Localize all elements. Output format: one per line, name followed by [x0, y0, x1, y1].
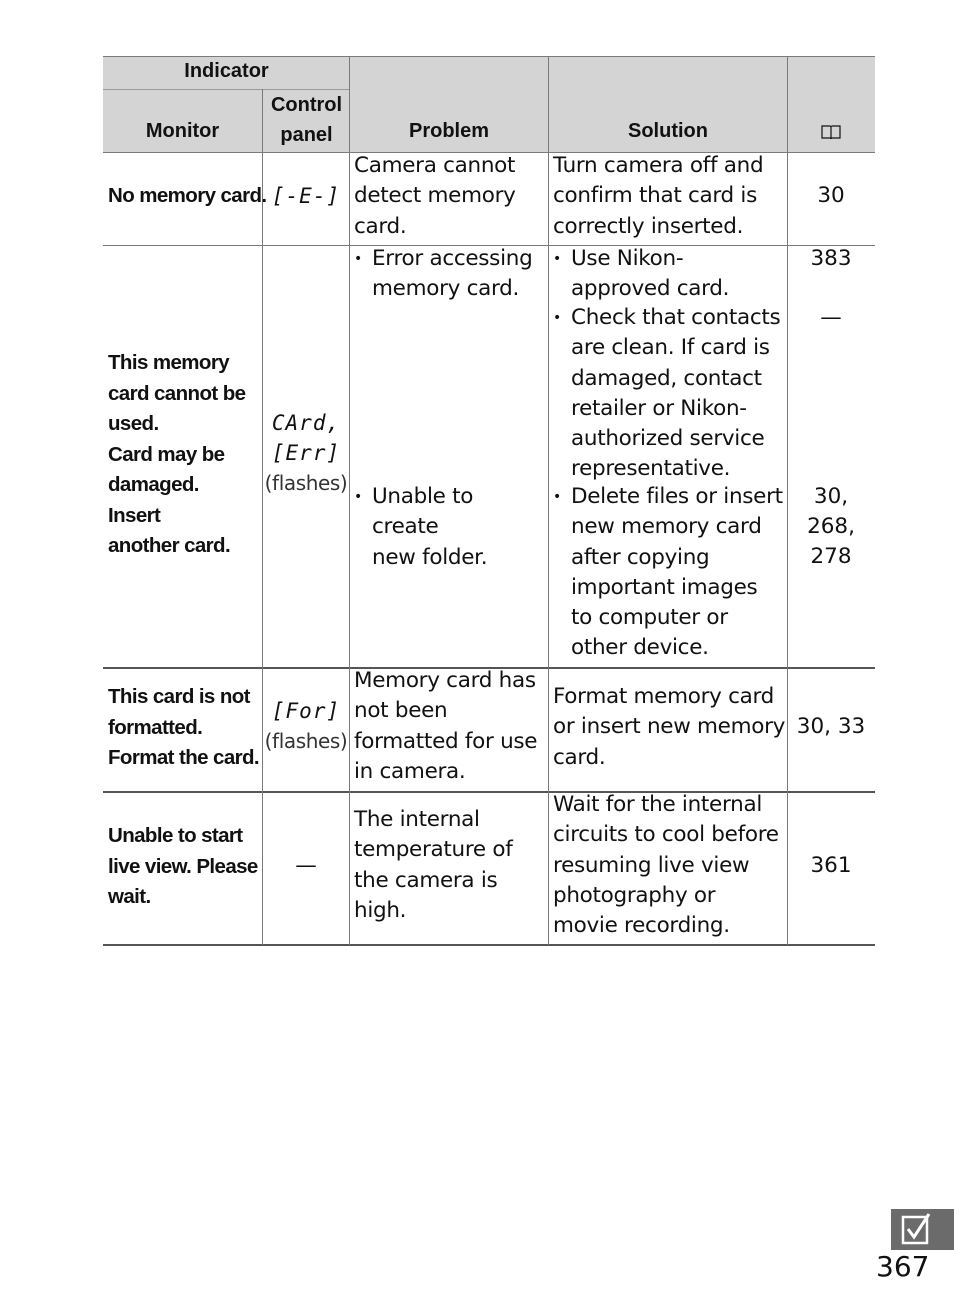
solution-line: Wait for the internal — [553, 792, 763, 817]
problem-bullet — [354, 482, 546, 573]
solution-line: Format memory card — [553, 684, 774, 709]
solution-bullet — [553, 303, 785, 485]
solution-line: Check that contacts — [571, 305, 781, 330]
problem-line: Camera cannot — [354, 153, 516, 178]
bullet-icon: • — [354, 489, 362, 505]
solution-line: other device. — [571, 635, 709, 661]
monitor-line: used. — [108, 412, 159, 435]
problem-line: high. — [354, 897, 407, 923]
monitor-message-unable-live-view — [108, 821, 258, 913]
problem-text — [354, 805, 513, 926]
problem-line: Memory card has — [354, 668, 536, 693]
bullet-icon: • — [553, 310, 561, 326]
monitor-line: No memory card. — [108, 184, 267, 207]
section-tab — [891, 1209, 954, 1250]
header-monitor — [103, 90, 262, 152]
page-reference: 30, 33 — [796, 714, 866, 739]
page-reference: 278 — [810, 544, 852, 569]
header-indicator — [103, 56, 350, 89]
solution-line: resuming live view — [553, 852, 750, 878]
problem-line: Error accessing — [372, 246, 533, 271]
problem-line: detect memory — [354, 183, 516, 209]
control-panel-display: CArd, — [271, 411, 341, 435]
header-control-panel — [263, 90, 350, 152]
monitor-line: This card is not — [108, 685, 250, 708]
monitor-line: Unable to start — [108, 824, 243, 847]
flashes-note: (flashes) — [264, 729, 348, 753]
monitor-line: formatted. — [108, 715, 203, 739]
problem-text — [354, 666, 537, 787]
header-monitor-label: Monitor — [145, 120, 220, 142]
solution-text — [553, 151, 763, 242]
problem-line: Unable to create — [372, 484, 474, 540]
header-problem — [350, 56, 548, 152]
solution-line: representative. — [571, 456, 731, 482]
solution-line: Use Nikon- — [571, 246, 684, 271]
solution-line: or insert new memory — [553, 714, 786, 740]
solution-line: confirm that card is — [553, 183, 757, 209]
solution-line: retailer or Nikon- — [571, 395, 747, 421]
problem-line: formatted for use — [354, 728, 538, 754]
solution-line: approved card. — [571, 276, 730, 302]
solution-bullet — [553, 482, 785, 664]
solution-line: to computer or — [571, 605, 728, 631]
monitor-message-card-not-formatted — [108, 682, 259, 774]
monitor-line: Format the card. — [108, 746, 260, 769]
solution-line: movie recording. — [553, 913, 730, 939]
control-panel-display: [Err] — [271, 441, 341, 465]
page-reference: 383 — [810, 246, 852, 271]
problem-line: temperature of — [354, 837, 513, 863]
header-solution — [549, 56, 787, 152]
page-number: 367 — [876, 1250, 930, 1283]
bullet-icon: • — [354, 251, 362, 267]
solution-line: important images — [571, 574, 758, 600]
pencil-checkmark-icon — [891, 1209, 954, 1250]
monitor-message-no-memory-card — [108, 181, 266, 212]
problem-line: the camera is — [354, 867, 498, 893]
solution-line: Turn camera off and — [553, 153, 764, 178]
solution-text — [553, 790, 779, 941]
bullet-icon: • — [553, 251, 561, 267]
solution-line: card. — [553, 744, 606, 770]
monitor-line: card cannot be — [108, 381, 246, 405]
problem-line: new folder. — [372, 544, 488, 570]
monitor-line: This memory — [108, 351, 229, 374]
header-control-label: Control — [270, 94, 343, 116]
header-solution-label: Solution — [628, 120, 708, 142]
header-problem-label: Problem — [408, 120, 490, 142]
header-reference — [788, 56, 875, 152]
control-panel-display: [For] — [271, 699, 341, 723]
solution-line: after copying — [571, 544, 710, 570]
control-panel-display: — — [295, 853, 317, 878]
monitor-line: Card may be — [108, 442, 225, 466]
monitor-message-card-cannot-be-used — [108, 348, 245, 562]
book-icon — [821, 124, 841, 140]
problem-text — [354, 151, 516, 242]
solution-text — [553, 682, 785, 773]
solution-bullet — [553, 244, 785, 305]
solution-line: damaged, contact — [571, 365, 762, 391]
solution-line: circuits to cool before — [553, 822, 779, 848]
bullet-icon: • — [553, 489, 561, 505]
header-panel-label: panel — [280, 124, 333, 146]
solution-line: new memory card — [571, 514, 762, 540]
page-reference: 30 — [817, 183, 845, 208]
page-reference: 361 — [810, 853, 852, 878]
monitor-line: another card. — [108, 534, 231, 557]
monitor-line: damaged. — [108, 473, 199, 496]
monitor-line: wait. — [108, 885, 151, 908]
monitor-line: Insert — [108, 503, 161, 527]
page-reference: 30, — [813, 484, 849, 509]
solution-line: Delete files or insert — [571, 484, 783, 509]
problem-line: not been — [354, 698, 448, 724]
problem-line: memory card. — [372, 276, 520, 302]
problem-bullet — [354, 244, 546, 305]
monitor-line: live view. Please — [108, 854, 258, 878]
problem-line: The internal — [354, 807, 480, 832]
solution-line: authorized service — [571, 426, 765, 452]
problem-line: in camera. — [354, 758, 466, 784]
solution-line: are clean. If card is — [571, 335, 770, 361]
problem-line: card. — [354, 213, 407, 239]
page-reference: 268, — [807, 514, 855, 539]
flashes-note: (flashes) — [264, 471, 348, 495]
solution-line: photography or — [553, 882, 716, 908]
header-indicator-label: Indicator — [184, 60, 269, 82]
page-reference: — — [820, 305, 842, 330]
control-panel-display: [-E-] — [271, 184, 341, 208]
solution-line: correctly inserted. — [553, 213, 744, 239]
